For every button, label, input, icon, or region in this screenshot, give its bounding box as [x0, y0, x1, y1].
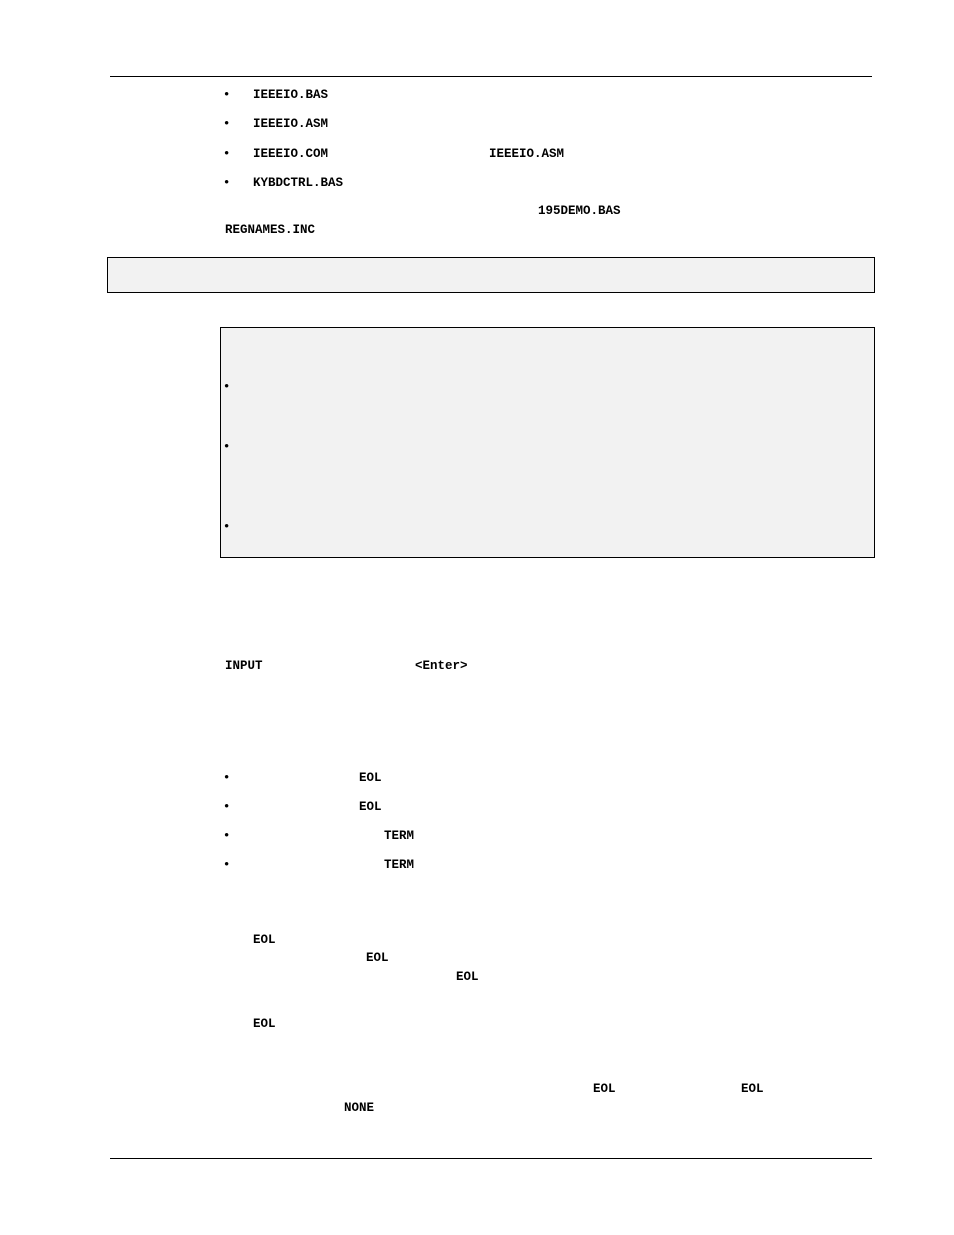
bullet-icon: •: [224, 116, 230, 132]
file-ref: IEEEIO.ASM: [489, 147, 565, 161]
bullet-icon: •: [224, 799, 230, 815]
list-item-label: TERM: [384, 858, 415, 872]
file-name: IEEEIO.COM: [253, 147, 329, 161]
input-command: INPUT: [225, 659, 263, 673]
bullet-icon: •: [224, 87, 230, 103]
eol-term: EOL: [741, 1082, 764, 1096]
eol-term: EOL: [593, 1082, 616, 1096]
file-name: IEEEIO.ASM: [253, 117, 329, 131]
list-item-label: EOL: [359, 771, 382, 785]
inc-file: REGNAMES.INC: [225, 223, 316, 237]
note-box: [220, 327, 875, 558]
file-name: IEEEIO.BAS: [253, 88, 329, 102]
enter-key: <Enter>: [415, 659, 468, 673]
eol-term: EOL: [253, 933, 276, 947]
bullet-icon: •: [224, 828, 230, 844]
eol-term: EOL: [366, 951, 389, 965]
bullet-icon: •: [224, 770, 230, 786]
bullet-icon: •: [224, 379, 230, 395]
eol-term: EOL: [456, 970, 479, 984]
bullet-icon: •: [224, 146, 230, 162]
footer-rule: [110, 1158, 872, 1159]
list-item-label: TERM: [384, 829, 415, 843]
none-term: NONE: [344, 1101, 375, 1115]
bullet-icon: •: [224, 439, 230, 455]
eol-term: EOL: [253, 1017, 276, 1031]
bullet-icon: •: [224, 519, 230, 535]
list-item-label: EOL: [359, 800, 382, 814]
header-rule: [110, 76, 872, 77]
file-name: KYBDCTRL.BAS: [253, 176, 344, 190]
demo-file: 195DEMO.BAS: [538, 204, 621, 218]
bullet-icon: •: [224, 175, 230, 191]
section-heading-bar: [107, 257, 875, 293]
bullet-icon: •: [224, 857, 230, 873]
